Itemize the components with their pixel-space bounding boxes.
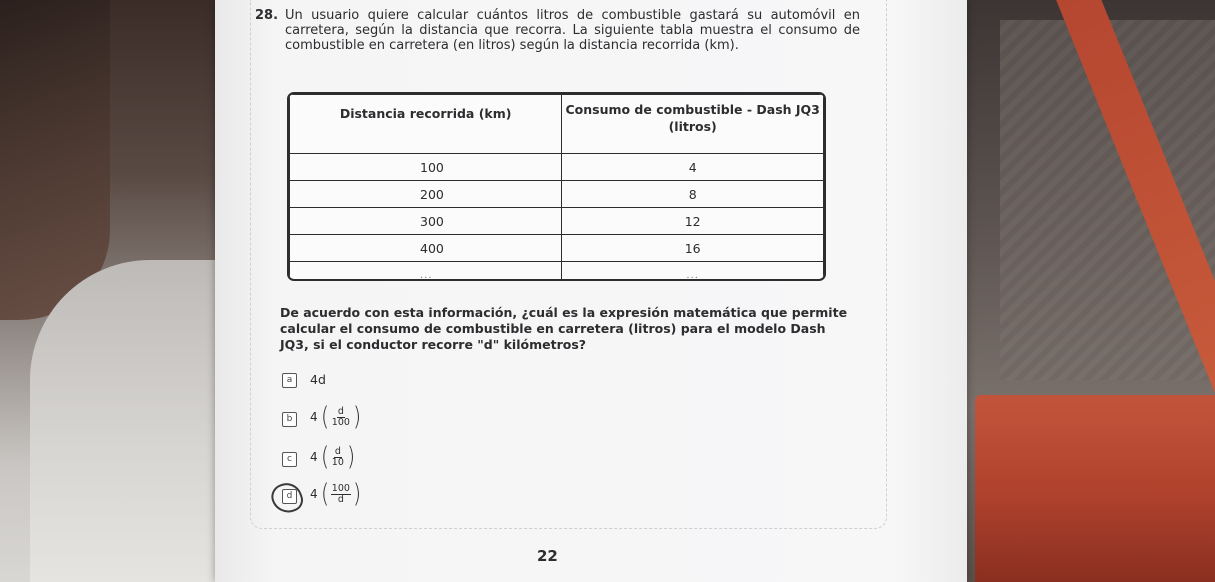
option-letter: d (282, 489, 297, 504)
fraction (331, 407, 351, 428)
question-number: 28. (255, 8, 279, 23)
background-cloth (0, 0, 110, 320)
coefficient: 4 (310, 487, 318, 501)
table-header-row (290, 95, 824, 154)
left-paren: ( (320, 442, 329, 472)
coefficient: 4 (310, 410, 318, 424)
exam-page (215, 0, 967, 582)
option-expression (310, 441, 356, 473)
right-paren: ) (352, 479, 362, 509)
right-paren: ) (346, 442, 356, 472)
table-cell-distance: 400 (290, 235, 562, 262)
denominator: 100 (331, 416, 350, 428)
table-row (290, 235, 824, 262)
table-row (290, 262, 824, 282)
numerator: d (334, 445, 341, 457)
numerator: 100 (331, 482, 350, 494)
table-cell-distance: 300 (290, 208, 562, 235)
option-letter: b (282, 412, 297, 427)
table-cell-distance: 100 (290, 154, 562, 181)
table-row (290, 154, 824, 181)
table-row (290, 208, 824, 235)
table-cell-consumption: 8 (562, 181, 824, 208)
table-cell-distance: ... (290, 262, 562, 282)
option-expression (310, 401, 362, 433)
denominator: d (337, 493, 344, 505)
table-header-distance: Distancia recorrida (km) (290, 95, 562, 154)
option-letter: a (282, 373, 297, 388)
fraction (331, 484, 351, 505)
fraction (331, 447, 345, 468)
option-letter: c (282, 452, 297, 467)
table-row (290, 181, 824, 208)
numerator: d (337, 405, 344, 417)
left-paren: ( (320, 402, 329, 432)
left-paren: ( (320, 479, 329, 509)
question-prompt: De acuerdo con esta información, ¿cuál es la expresión matemática que permite calcular el consumo de combustible en carretera (litros) para el modelo Dash JQ3, si el conductor recorre "d" kilómetros? (280, 305, 848, 352)
right-paren: ) (352, 402, 362, 432)
table-cell-consumption: 16 (562, 235, 824, 262)
denominator: 10 (331, 456, 344, 468)
background-seat (30, 260, 240, 582)
table-cell-consumption: 4 (562, 154, 824, 181)
table-cell-consumption: ... (562, 262, 824, 282)
fuel-table (287, 92, 826, 281)
table-cell-consumption: 12 (562, 208, 824, 235)
option-text: 4d (310, 372, 326, 387)
question-stem: Un usuario quiere calcular cuántos litros de combustible gastará su automóvil en carretera, según la distancia que recorra. La siguiente tabla muestra el consumo de combustible en carretera (en litros) según la distancia recorrida (km). (285, 8, 860, 53)
table-cell-distance: 200 (290, 181, 562, 208)
option-expression (310, 478, 362, 510)
background-red-ledge (975, 395, 1215, 582)
table-header-consumption: Consumo de combustible - Dash JQ3 (litros) (562, 95, 824, 154)
coefficient: 4 (310, 450, 318, 464)
page-number: 22 (537, 547, 558, 565)
